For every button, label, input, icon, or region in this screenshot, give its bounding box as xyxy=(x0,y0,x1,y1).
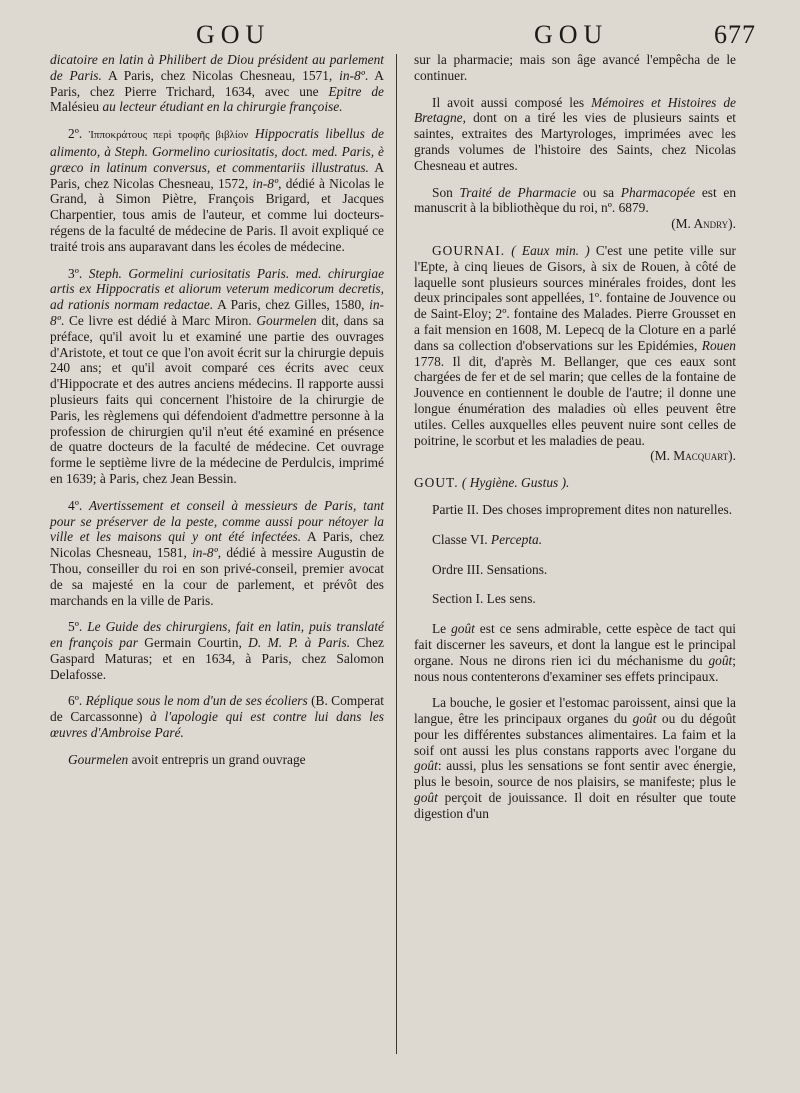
running-head xyxy=(50,18,784,52)
classification-classe: Classe VI. Percepta. xyxy=(432,531,543,547)
right-paragraph-10: Le goût est ce sens admirable, cette espèce de tact qui fait discerner les saveurs, et dont la langue est le principal organe. Nous ne dirons rien ici du méchanisme du goût; nous nous contenterons d'examiner ses effets principaux. xyxy=(414,621,736,684)
right-paragraph-2: Il avoit aussi composé les Mémoires et Histoires de Bretagne, dont on a tiré les vies de plusieurs saints et saintes, extraites des Martyrologes, imprimées avec les grands volumes de l'histoire des Saints, chez Nicolas Chesneau et autres. xyxy=(414,94,736,173)
right-paragraph-11: La bouche, le gosier et l'estomac paroissent, ainsi que la langue, être les principaux organes du goût ou du dégoût pour les différentes substances alimentaires. La faim et la soif ont aussi les plus constans rapports avec l'organe du goût: aussi, plus les sensations se font sentir avec énergie, plus le besoin, source de nos plaisirs, se manifeste; plus le goût perçoit de jouissance. Il doit en résulter que toute digestion d'un xyxy=(414,695,736,821)
header-left: GOU xyxy=(196,20,271,49)
left-paragraph-4: 4º. Avertissement et conseil à messieurs de Paris, tant pour se préserver de la peste, comme aussi pour nétoyer la ville et les maisons qui y ont été infectées. A Paris, chez Nicolas Chesneau, 1581, in-8º, dédié à messire Augustin de Thou, conseiller du roi en son privé-conseil, premier avocat de sa majesté en la cour de parlement, et prévôt des marchands en la ville de Paris. xyxy=(50,497,385,608)
author-credit: (M. Andry). xyxy=(671,216,736,232)
classification-section: Section I. Les sens. xyxy=(432,591,536,607)
left-paragraph-6: 6º. Réplique sous le nom d'un de ses écoliers (B. Comperat de Carcassonne) à l'apologie qui est contre lui dans les œuvres d'Ambroise Paré. xyxy=(50,693,384,741)
right-paragraph-1: sur la pharmacie; mais son âge avancé l'empêcha de le continuer. xyxy=(414,52,736,83)
right-paragraph-3: Son Traité de Pharmacie ou sa Pharmacopée est en manuscrit à la bibliothèque du roi, nº. 6879. (M. Andry). xyxy=(414,184,737,232)
left-paragraph-1: dicatoire en latin à Philibert de Diou président au parlement de Paris. A Paris, chez Nicolas Chesneau, 1571, in-8º. A Paris, chez Pierre Trichard, 1634, avec une Epitre de Malésieu au lecteur étudiant en la chirurgie françoise. xyxy=(50,52,384,115)
page-number: 677 xyxy=(714,20,756,49)
classification-ordre: Ordre III. Sensations. xyxy=(432,561,548,577)
entry-title: GOUT. xyxy=(414,475,459,491)
left-paragraph-5: 5º. Le Guide des chirurgiens, fait en latin, puis translaté en françois par Germain Courtin, D. M. P. à Paris. Chez Gaspard Maturas; et en 1634, à Paris, chez Salomon Delafosse. xyxy=(50,619,384,682)
entry-title: GOURNAI. xyxy=(432,242,506,258)
greek-title: Ἱπποκράτους περὶ τροφῆς βιβλίον xyxy=(88,129,249,142)
left-column xyxy=(50,52,390,833)
right-column xyxy=(390,52,736,833)
header-right: GOU xyxy=(534,20,609,49)
author-credit: (M. Macquart). xyxy=(650,448,736,464)
text-columns xyxy=(50,52,784,833)
entry-gout: GOUT. ( Hygiène. Gustus ). xyxy=(414,475,570,491)
left-paragraph-7: Gourmelen avoit entrepris un grand ouvrage xyxy=(68,751,306,767)
entry-gournai: GOURNAI. ( Eaux min. ) C'est une petite ville sur l'Epte, à cinq lieues de Gisors, à six de Rouen, à côté de laquelle sont plusieurs sources minérales froides, dont les deux principales sont appellées, 1º. fontaine de Jouvence ou de Saint-Eloy; 2º. fontaine des Malades. Pierre Grousset en a fait mension en 1608, M. Lepecq de la Cloture en a parlé dans sa collection d'observations sur les Epidémies, Rouen 1778. Il dit, d'après M. Bellanger, que ces eaux sont chargées de fer et de sel marin; que celles de la fontaine de Jouvence en contiennent le double de l'autre; il donne une longue énumération des maladies où elles peuvent être utiles. Celles auxquelles elles peuvent nuire sont celles de poitrine, le scorbut et les maladies de peau. (M. Macquart). xyxy=(414,242,736,464)
column-divider xyxy=(396,54,397,1054)
classification-partie: Partie II. Des choses improprement dites non naturelles. xyxy=(432,501,733,517)
left-paragraph-3: 3º. Steph. Gormelini curiositatis Paris. med. chirurgiae artis ex Hippocratis et aliorum veterum medicorum decretis, ad rationis normam redactae. A Paris, chez Gilles, 1580, in-8º. Ce livre est dédié à Marc Miron. Gourmelen dit, dans sa préface, qu'il avoit lu et examiné une partie des ouvrages d'Aristote, et tout ce que l'on avoit écrit sur la chirurgie depuis 240 ans; et qu'il avoit comparé ces écrits avec ceux d'Hippocrate et des autres anciens médecins. Il rapporte aussi plusieurs faits qui concernent l'histoire de la chirurgie de Paris, les règlemens qui défendoient d'admettre personne à la profession de chirurgien qu'il n'eut été examiné en présence de quatre docteurs de la faculté de médecine. Cet ouvrage forme le septième livre de la médecine de Perdulcis, imprimé en 1639; à Paris, chez Jean Bessin. xyxy=(50,265,385,486)
left-paragraph-2: 2º. Ἱπποκράτους περὶ τροφῆς βιβλίον Hippocratis libellus de alimento, à Steph. Gormelino curiositatis, doct. med. Paris, è græco in latinum conversus, et commentariis illustratus. A Paris, chez Nicolas Chesneau, 1572, in-8º, dédié à Nicolas le Grand, à Simon Piètre, François Brigard, et Jacques Charpentier, tous amis de l'auteur, et comme lui docteurs-régens de la faculté de médecine de Paris. Il avoit expliqué ce traité trois ans auparavant dans les écoles de médecine. xyxy=(50,126,384,254)
